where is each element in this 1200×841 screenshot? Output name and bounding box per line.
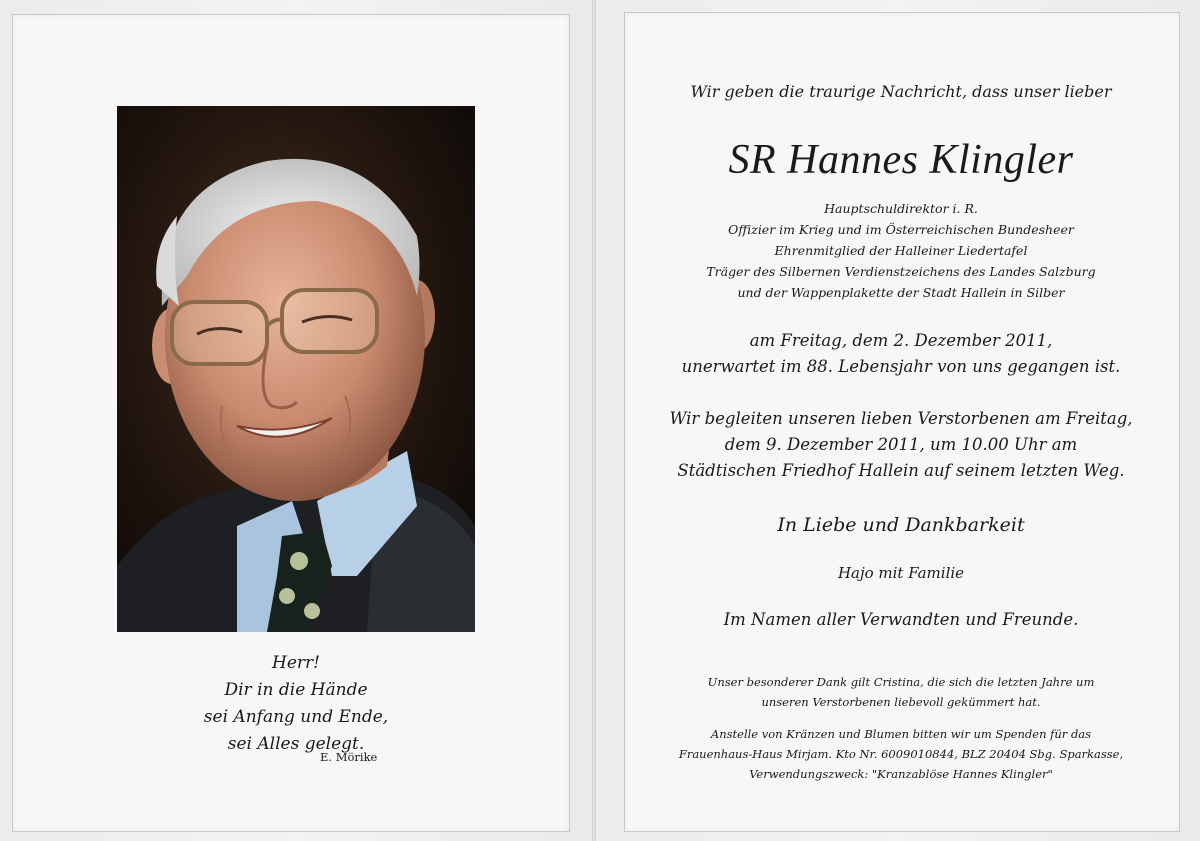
verse-line: Dir in die Hände (224, 680, 368, 700)
death-line: unerwartet im 88. Lebensjahr von uns gegangen ist. (681, 357, 1121, 376)
donation-line: Verwendungszweck: "Kranzablöse Hannes Klingler" (749, 767, 1053, 781)
thanks-note (624, 672, 1178, 712)
love-gratitude: In Liebe und Dankbarkeit (777, 514, 1025, 536)
family-signature: Hajo mit Familie (837, 564, 965, 582)
verse-author: E. Mörike (320, 750, 378, 764)
verse-line: Herr! (272, 653, 320, 673)
thanks-line: Unser besonderer Dank gilt Cristina, die sich die letzten Jahre um (707, 675, 1095, 689)
title-line: Offizier im Krieg und im Österreichischen Bundesheer (728, 222, 1074, 237)
deceased-name: SR Hannes Klingler (728, 137, 1074, 183)
verse (117, 650, 475, 758)
donation-line: Anstelle von Kränzen und Blumen bitten wir um Spenden für das (710, 727, 1092, 741)
donation-line: Frauenhaus-Haus Mirjam. Kto Nr. 6009010844, BLZ 20404 Sbg. Sparkasse, (678, 747, 1124, 761)
title-line: Träger des Silbernen Verdienstzeichens des Landes Salzburg (706, 264, 1096, 279)
portrait-photo (117, 106, 475, 632)
death-notice (624, 328, 1178, 380)
thanks-line: unseren Verstorbenen liebevoll gekümmert hat. (761, 695, 1041, 709)
funeral-line: dem 9. Dezember 2011, um 10.00 Uhr am (724, 435, 1078, 454)
funeral-line: Städtischen Friedhof Hallein auf seinem letzten Weg. (677, 461, 1125, 480)
title-line: Hauptschuldirektor i. R. (824, 201, 978, 216)
title-line: Ehrenmitglied der Halleiner Liedertafel (774, 243, 1028, 258)
verse-line: sei Anfang und Ende, (203, 707, 389, 727)
verse-line: sei Alles gelegt. (227, 734, 365, 754)
page-fold (592, 0, 596, 841)
death-line: am Freitag, dem 2. Dezember 2011, (749, 331, 1053, 350)
funeral-line: Wir begleiten unseren lieben Verstorbenen am Freitag, (669, 409, 1133, 428)
relatives-line: Im Namen aller Verwandten und Freunde. (723, 610, 1079, 629)
portrait-illustration (117, 106, 475, 632)
titles-block (624, 198, 1178, 303)
funeral-notice (624, 406, 1178, 484)
donation-note (624, 724, 1178, 784)
intro-text: Wir geben die traurige Nachricht, dass unser lieber (690, 82, 1112, 101)
title-line: und der Wappenplakette der Stadt Hallein in Silber (737, 285, 1065, 300)
